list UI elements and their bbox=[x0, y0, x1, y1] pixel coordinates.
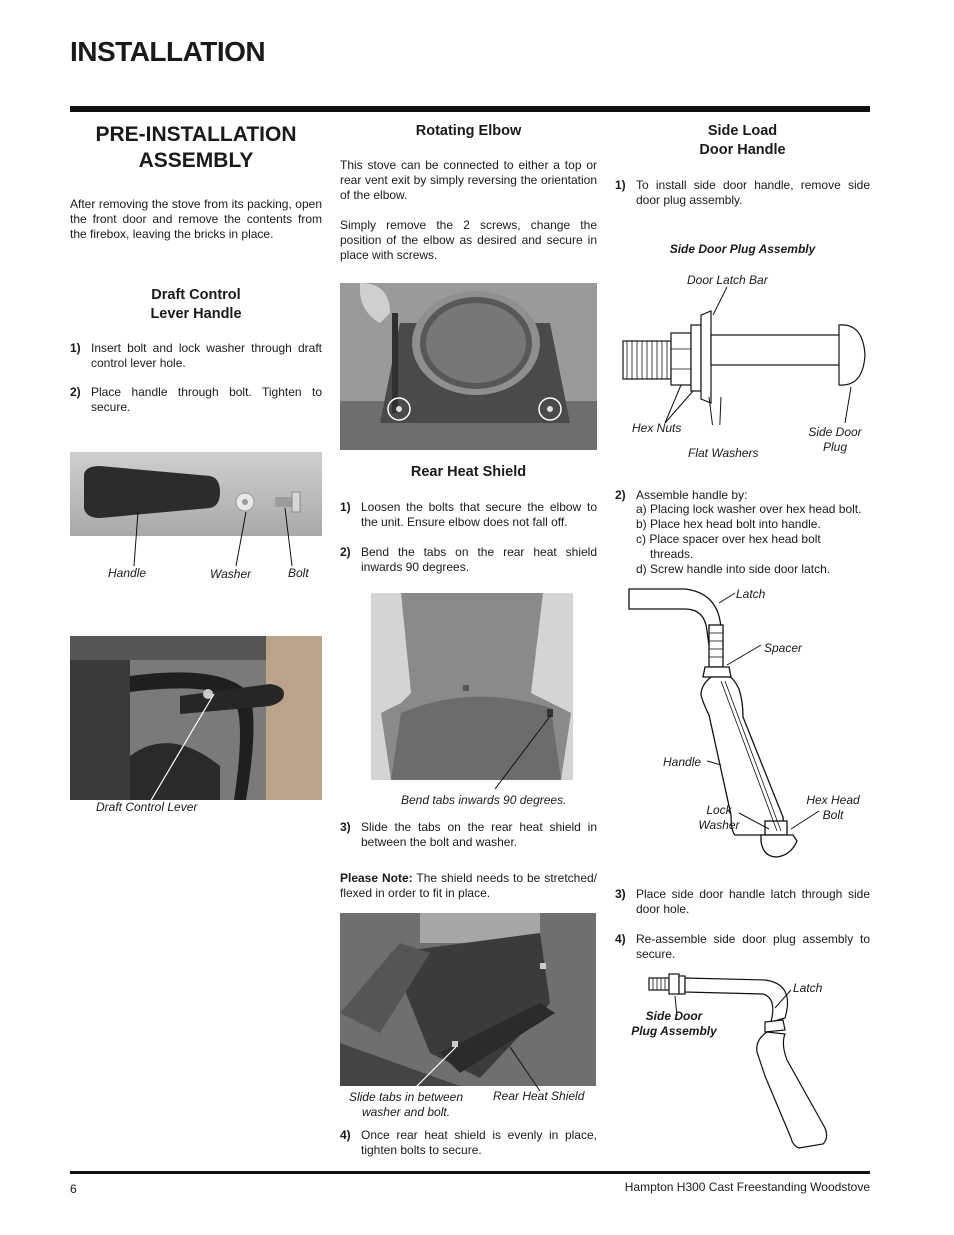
slide-leaders bbox=[340, 913, 596, 1098]
step-text: Slide the tabs on the rear heat shield in between the bolt and washer. bbox=[361, 820, 597, 849]
label-lock-line1: Lock bbox=[706, 803, 732, 817]
assembly-substeps bbox=[636, 502, 876, 577]
step-number: 2) bbox=[70, 385, 81, 399]
shield-step-3 bbox=[340, 820, 597, 850]
label-latch: Latch bbox=[736, 587, 766, 601]
note-label: Please Note: bbox=[340, 871, 413, 885]
step-text: Place handle through bolt. Tighten to secure. bbox=[91, 385, 322, 414]
page-number: 6 bbox=[70, 1182, 77, 1196]
step-text: Assemble handle by: bbox=[636, 488, 748, 502]
step-text: Re-assemble side door plug assembly to secure. bbox=[636, 932, 870, 961]
note-text: The shield needs to be stretched/ flexed in order to fit in place. bbox=[340, 871, 598, 900]
step-number: 3) bbox=[340, 820, 351, 834]
bottom-rule bbox=[70, 1171, 870, 1174]
step-text: Place side door handle latch through side door hole. bbox=[636, 887, 870, 916]
label-handle-part: Handle bbox=[663, 755, 702, 769]
elbow-photo bbox=[340, 283, 597, 450]
door-step-4 bbox=[615, 932, 870, 962]
door-step-3 bbox=[615, 887, 870, 917]
label-lock-line2: Washer bbox=[698, 818, 740, 832]
draft-step-2 bbox=[70, 385, 322, 415]
rear-heat-shield-heading: Rear Heat Shield bbox=[410, 464, 527, 480]
draft-heading-line2: Lever Handle bbox=[150, 306, 242, 322]
step-text: Loosen the bolts that secure the elbow to the unit. Ensure elbow does not fall off. bbox=[361, 500, 597, 529]
please-note bbox=[340, 871, 597, 901]
substep-d: d) Screw handle into side door latch. bbox=[636, 562, 831, 576]
label-final-plug-line2: Plug Assembly bbox=[631, 1024, 717, 1038]
step-text: Bend the tabs on the rear heat shield inwards 90 degrees. bbox=[361, 545, 597, 574]
plug-assembly-diagram bbox=[615, 285, 870, 425]
label-final-plug-line1: Side Door bbox=[645, 1009, 703, 1023]
rotating-elbow-heading: Rotating Elbow bbox=[415, 123, 522, 139]
label-handle: Handle bbox=[108, 566, 147, 580]
bend-leader bbox=[371, 593, 573, 793]
elbow-photo-svg bbox=[340, 283, 597, 450]
step-text: To install side door handle, remove side door plug assembly. bbox=[636, 178, 870, 207]
intro-paragraph: After removing the stove from its packing, open the front door and remove the contents from the firebox, leaving the bricks in place. bbox=[70, 197, 322, 241]
step-number: 4) bbox=[340, 1128, 351, 1142]
section-heading: PRE-INSTALLATION ASSEMBLY bbox=[95, 123, 297, 172]
substep-b: b) Place hex head bolt into handle. bbox=[636, 517, 821, 531]
draft-heading bbox=[70, 286, 322, 324]
step-number: 3) bbox=[615, 887, 626, 901]
door-step-2 bbox=[615, 488, 875, 503]
rotating-paragraph-2: Simply remove the 2 screws, change the position of the elbow as desired and secure in place with screws. bbox=[340, 218, 597, 262]
label-bolt: Bolt bbox=[288, 566, 309, 580]
side-load-heading-line2: Door Handle bbox=[699, 142, 786, 158]
shield-step-4 bbox=[340, 1128, 597, 1158]
draft-step-1 bbox=[70, 341, 322, 371]
draft-heading-line1: Draft Control bbox=[151, 287, 241, 303]
lever-leader bbox=[70, 636, 322, 806]
side-load-heading bbox=[615, 122, 870, 160]
plug-assembly-title: Side Door Plug Assembly bbox=[669, 242, 816, 256]
handle-leaders bbox=[70, 452, 322, 572]
step-number: 4) bbox=[615, 932, 626, 946]
substep-a: a) Placing lock washer over hex head bolt. bbox=[636, 502, 862, 516]
step-number: 2) bbox=[340, 545, 351, 559]
label-side-door-plug bbox=[800, 425, 870, 455]
label-final-latch: Latch bbox=[793, 981, 823, 995]
label-hex-line1: Hex Head bbox=[806, 793, 860, 807]
label-hex-nuts: Hex Nuts bbox=[632, 421, 682, 435]
label-flat-washers: Flat Washers bbox=[688, 446, 759, 460]
step-text: Once rear heat shield is evenly in place, tighten bolts to secure. bbox=[361, 1128, 597, 1157]
label-spacer: Spacer bbox=[764, 641, 803, 655]
label-side-door-line1: Side Door bbox=[808, 425, 862, 439]
substep-c: c) Place spacer over hex head bolt bbox=[636, 532, 821, 546]
step-text: Insert bolt and lock washer through draft control lever hole. bbox=[91, 341, 322, 370]
bend-caption: Bend tabs inwards 90 degrees. bbox=[401, 793, 567, 807]
label-door-latch-bar: Door Latch Bar bbox=[687, 273, 768, 287]
slide-caption-line1: Slide tabs in between bbox=[348, 1090, 464, 1104]
step-number: 1) bbox=[340, 500, 351, 514]
label-washer: Washer bbox=[210, 567, 252, 581]
door-step-1 bbox=[615, 178, 870, 208]
step-number: 2) bbox=[615, 488, 626, 502]
final-assembly-diagram bbox=[615, 968, 870, 1158]
page-title: INSTALLATION bbox=[70, 36, 266, 67]
slide-caption-line2: washer and bolt. bbox=[361, 1105, 451, 1119]
side-load-heading-line1: Side Load bbox=[707, 123, 778, 139]
label-hex-line2: Bolt bbox=[822, 808, 844, 822]
shield-step-2 bbox=[340, 545, 597, 575]
label-hex-head-bolt bbox=[800, 793, 866, 823]
label-draft-lever: Draft Control Lever bbox=[96, 800, 198, 814]
shield-caption: Rear Heat Shield bbox=[493, 1089, 585, 1103]
rotating-paragraph-1: This stove can be connected to either a top or rear vent exit by simply reversing the orientation of the elbow. bbox=[340, 158, 597, 202]
footer-product: Hampton H300 Cast Freestanding Woodstove bbox=[624, 1180, 870, 1194]
label-lock-washer bbox=[692, 803, 746, 833]
step-number: 1) bbox=[615, 178, 626, 192]
step-number: 1) bbox=[70, 341, 81, 355]
label-side-door-line2: Plug bbox=[822, 440, 848, 454]
label-final-plug-assembly bbox=[624, 1009, 724, 1039]
shield-step-1 bbox=[340, 500, 597, 530]
slide-caption bbox=[340, 1090, 472, 1120]
top-rule bbox=[70, 106, 870, 112]
substep-c-cont: threads. bbox=[650, 547, 694, 561]
